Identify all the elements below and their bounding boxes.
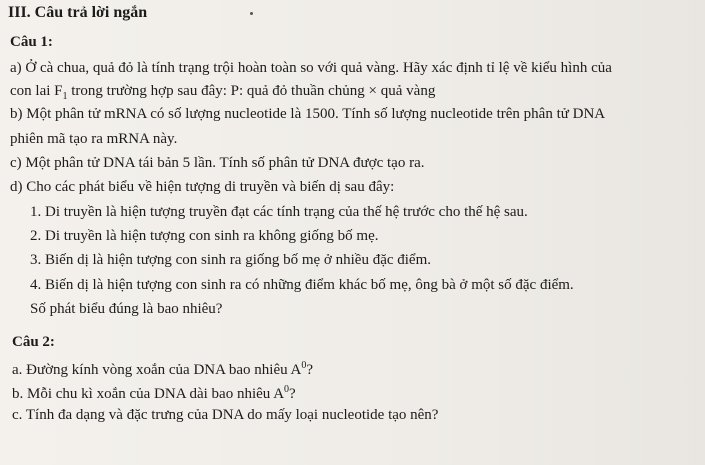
statement-3: 3. Biến dị là hiện tượng con sinh ra giống bố mẹ ở nhiều đặc điểm. — [30, 252, 432, 268]
q2-part-c: c. Tính đa dạng và đặc trưng của DNA do mấy loại nucleotide tạo nên? — [12, 407, 439, 423]
statement-2: 2. Di truyền là hiện tượng con sinh ra không giống bố mẹ. — [30, 228, 379, 244]
section-title: III. Câu trả lời ngắn — [8, 4, 148, 21]
q1-part-b-line1: b) Một phân tử mRNA có số lượng nucleotide là 1500. Tính số lượng nucleotide trên phân tử DNA — [10, 106, 606, 122]
q2-part-b: b. Mỗi chu kì xoắn của DNA dài bao nhiêu $A^0$? — [12, 384, 296, 402]
question-1-title: Câu 1: — [10, 34, 53, 50]
q1-question: Số phát biểu đúng là bao nhiêu? — [30, 301, 223, 317]
q1-part-c: c) Một phân tử DNA tái bản 5 lần. Tính số phân tử DNA được tạo ra. — [10, 155, 425, 171]
ink-dot — [250, 12, 253, 15]
q1-part-b-line2: phiên mã tạo ra mRNA này. — [10, 131, 178, 147]
q2-part-a: a. Đường kính vòng xoắn của DNA bao nhiêu $A^0$? — [12, 360, 314, 378]
q1-part-a-line2: con lai $F_1$ trong trường hợp sau đây: P: quả đỏ thuần chủng × quả vàng — [10, 83, 436, 102]
q1-part-a-line1: a) Ở cà chua, quả đỏ là tính trạng trội hoàn toàn so với quả vàng. Hãy xác định tỉ lệ về kiểu hình của — [10, 60, 612, 76]
statement-1: 1. Di truyền là hiện tượng truyền đạt các tính trạng của thế hệ trước cho thế hệ sau. — [30, 204, 528, 220]
q1-part-d: d) Cho các phát biểu về hiện tượng di truyền và biến dị sau đây: — [10, 179, 395, 195]
statement-4: 4. Biến dị là hiện tượng con sinh ra có những điểm khác bố mẹ, ông bà ở một số đặc điểm. — [30, 277, 574, 293]
question-2-title: Câu 2: — [12, 334, 55, 350]
